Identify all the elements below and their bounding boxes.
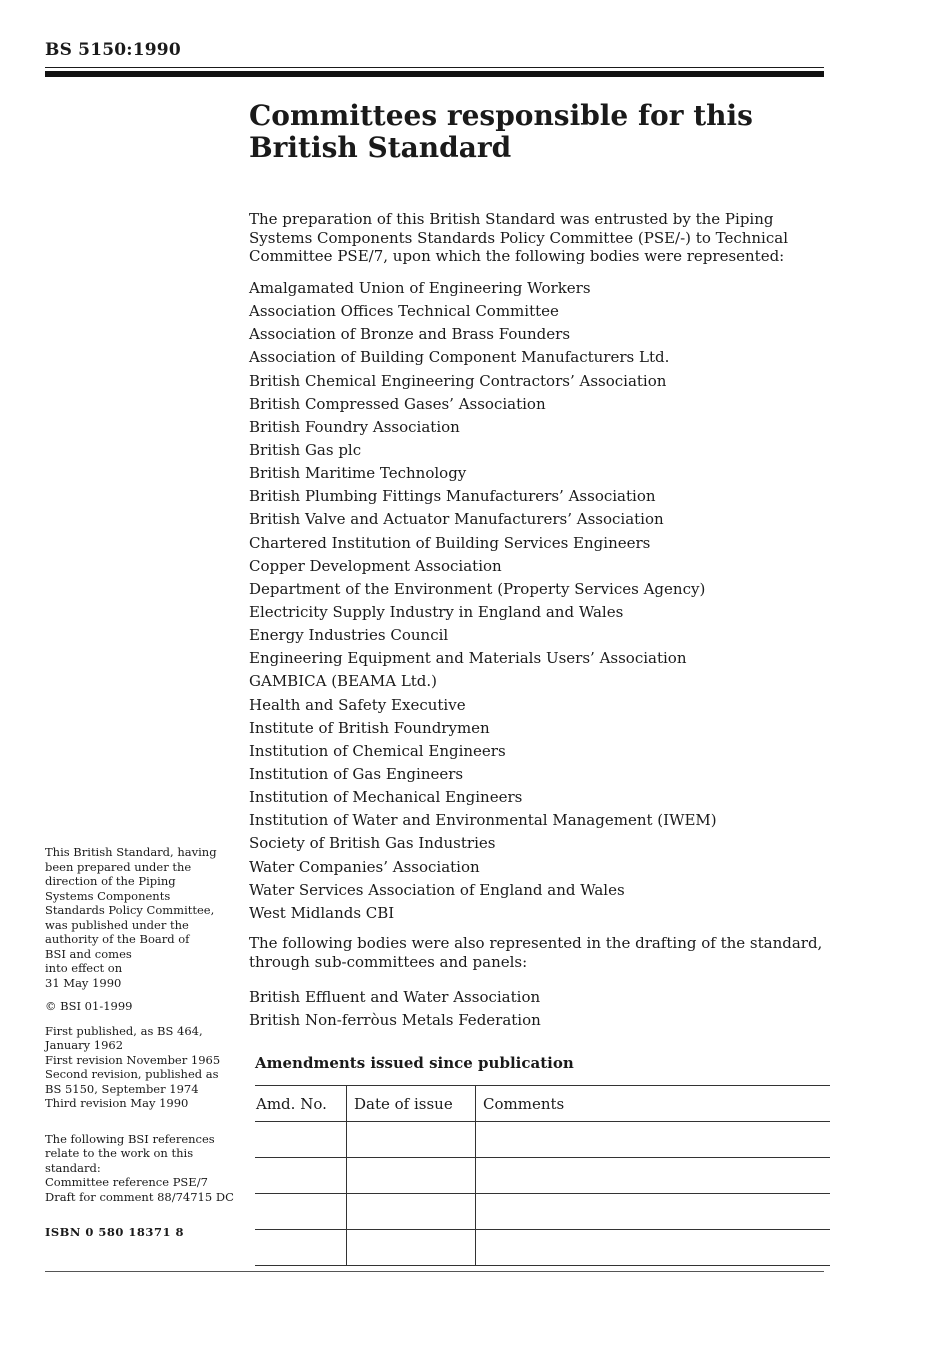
also-body-item: British Non-ferròus Metals Federation — [249, 1011, 541, 1029]
body-item: Engineering Equipment and Materials Users’ Association — [249, 649, 687, 668]
column-header-comments: Comments — [476, 1086, 831, 1122]
table-cell — [255, 1122, 347, 1158]
publication-history: First published, as BS 464, January 1962 First revision November 1965 Second revision, published as BS 5150, September 1974 Third revision May 1990 — [45, 1023, 221, 1110]
copyright-notice: © BSI 01-1999 — [45, 999, 133, 1013]
table-cell — [347, 1194, 476, 1230]
isbn: ISBN 0 580 18371 8 — [45, 1225, 184, 1239]
publication-note: This British Standard, having been prepared under the direction of the Piping Systems Components Standards Policy Committee, was published under the authority of the Board of BSI and comes into effect on 31 May 1990 — [45, 845, 217, 990]
body-item: British Valve and Actuator Manufacturers’ Association — [249, 510, 664, 529]
table-cell — [347, 1230, 476, 1266]
also-body-item: British Effluent and Water Association — [249, 988, 541, 1006]
body-item: British Plumbing Fittings Manufacturers’ Association — [249, 487, 656, 506]
body-item: GAMBICA (BEAMA Ltd.) — [249, 672, 438, 691]
table-cell — [347, 1158, 476, 1194]
header-rule-thin — [45, 67, 824, 68]
table-cell — [255, 1194, 347, 1230]
table-cell — [255, 1230, 347, 1266]
body-item: Amalgamated Union of Engineering Workers — [249, 279, 591, 297]
amendments-heading: Amendments issued since publication — [255, 1054, 574, 1072]
body-item: Water Companies’ Association — [249, 857, 480, 876]
body-item: Chartered Institution of Building Services Engineers — [249, 533, 651, 552]
table-row — [255, 1122, 830, 1158]
body-item: Department of the Environment (Property Services Agency) — [249, 579, 706, 598]
body-item: Copper Development Association — [249, 556, 502, 575]
body-item: Institution of Mechanical Engineers — [249, 788, 523, 807]
table-cell — [476, 1122, 831, 1158]
body-item: British Foundry Association — [249, 417, 460, 436]
body-item: Energy Industries Council — [249, 626, 449, 645]
also-represented-paragraph: The following bodies were also represented in the drafting of the standard, through sub-committees and panels: — [249, 934, 823, 971]
table-cell — [476, 1230, 831, 1266]
body-item: Health and Safety Executive — [249, 695, 466, 714]
footer-rule — [45, 1271, 824, 1272]
body-item: British Chemical Engineering Contractors’ Association — [249, 371, 667, 390]
header-rule-thick — [45, 71, 824, 77]
table-cell — [476, 1194, 831, 1230]
body-item: Association of Bronze and Brass Founders — [249, 325, 571, 344]
table-cell — [255, 1158, 347, 1194]
document-code: BS 5150:1990 — [45, 40, 181, 60]
body-item: Electricity Supply Industry in England and Wales — [249, 602, 624, 621]
amendments-header-row — [255, 1086, 830, 1122]
body-item: Institution of Chemical Engineers — [249, 741, 506, 760]
body-item: West Midlands CBI — [249, 903, 395, 922]
page-title-line1: Committees responsible for this — [249, 99, 753, 132]
column-header-date: Date of issue — [347, 1086, 476, 1122]
body-item: Society of British Gas Industries — [249, 834, 496, 853]
body-item: Association of Building Component Manufacturers Ltd. — [249, 348, 670, 367]
page-title-line2: British Standard — [249, 131, 512, 164]
column-header-amd-no: Amd. No. — [255, 1086, 347, 1122]
body-item: British Gas plc — [249, 440, 362, 459]
represented-bodies-list — [249, 277, 834, 925]
table-row — [255, 1158, 830, 1194]
table-row — [255, 1230, 830, 1266]
body-item: Institution of Gas Engineers — [249, 764, 464, 783]
also-represented-list — [249, 986, 834, 1032]
table-cell — [347, 1122, 476, 1158]
table-row — [255, 1194, 830, 1230]
body-item: Institute of British Foundrymen — [249, 718, 490, 737]
page-title — [249, 100, 809, 164]
intro-paragraph: The preparation of this British Standard was entrusted by the Piping Systems Components Standards Policy Committee (PSE/-) to Technical Committee PSE/7, upon which the following bodies were represented: — [249, 210, 788, 265]
body-item: Water Services Association of England and Wales — [249, 880, 625, 899]
body-item: Institution of Water and Environmental Management (IWEM) — [249, 811, 717, 830]
bsi-references: The following BSI references relate to the work on this standard: Committee reference PSE/7 Draft for comment 88/74715 DC — [45, 1131, 234, 1204]
body-item: Association Offices Technical Committee — [249, 302, 559, 321]
sidebar-notes — [45, 845, 235, 1240]
body-item: British Maritime Technology — [249, 464, 467, 483]
table-cell — [476, 1158, 831, 1194]
body-item: British Compressed Gases’ Association — [249, 394, 546, 413]
amendments-table — [255, 1085, 830, 1266]
